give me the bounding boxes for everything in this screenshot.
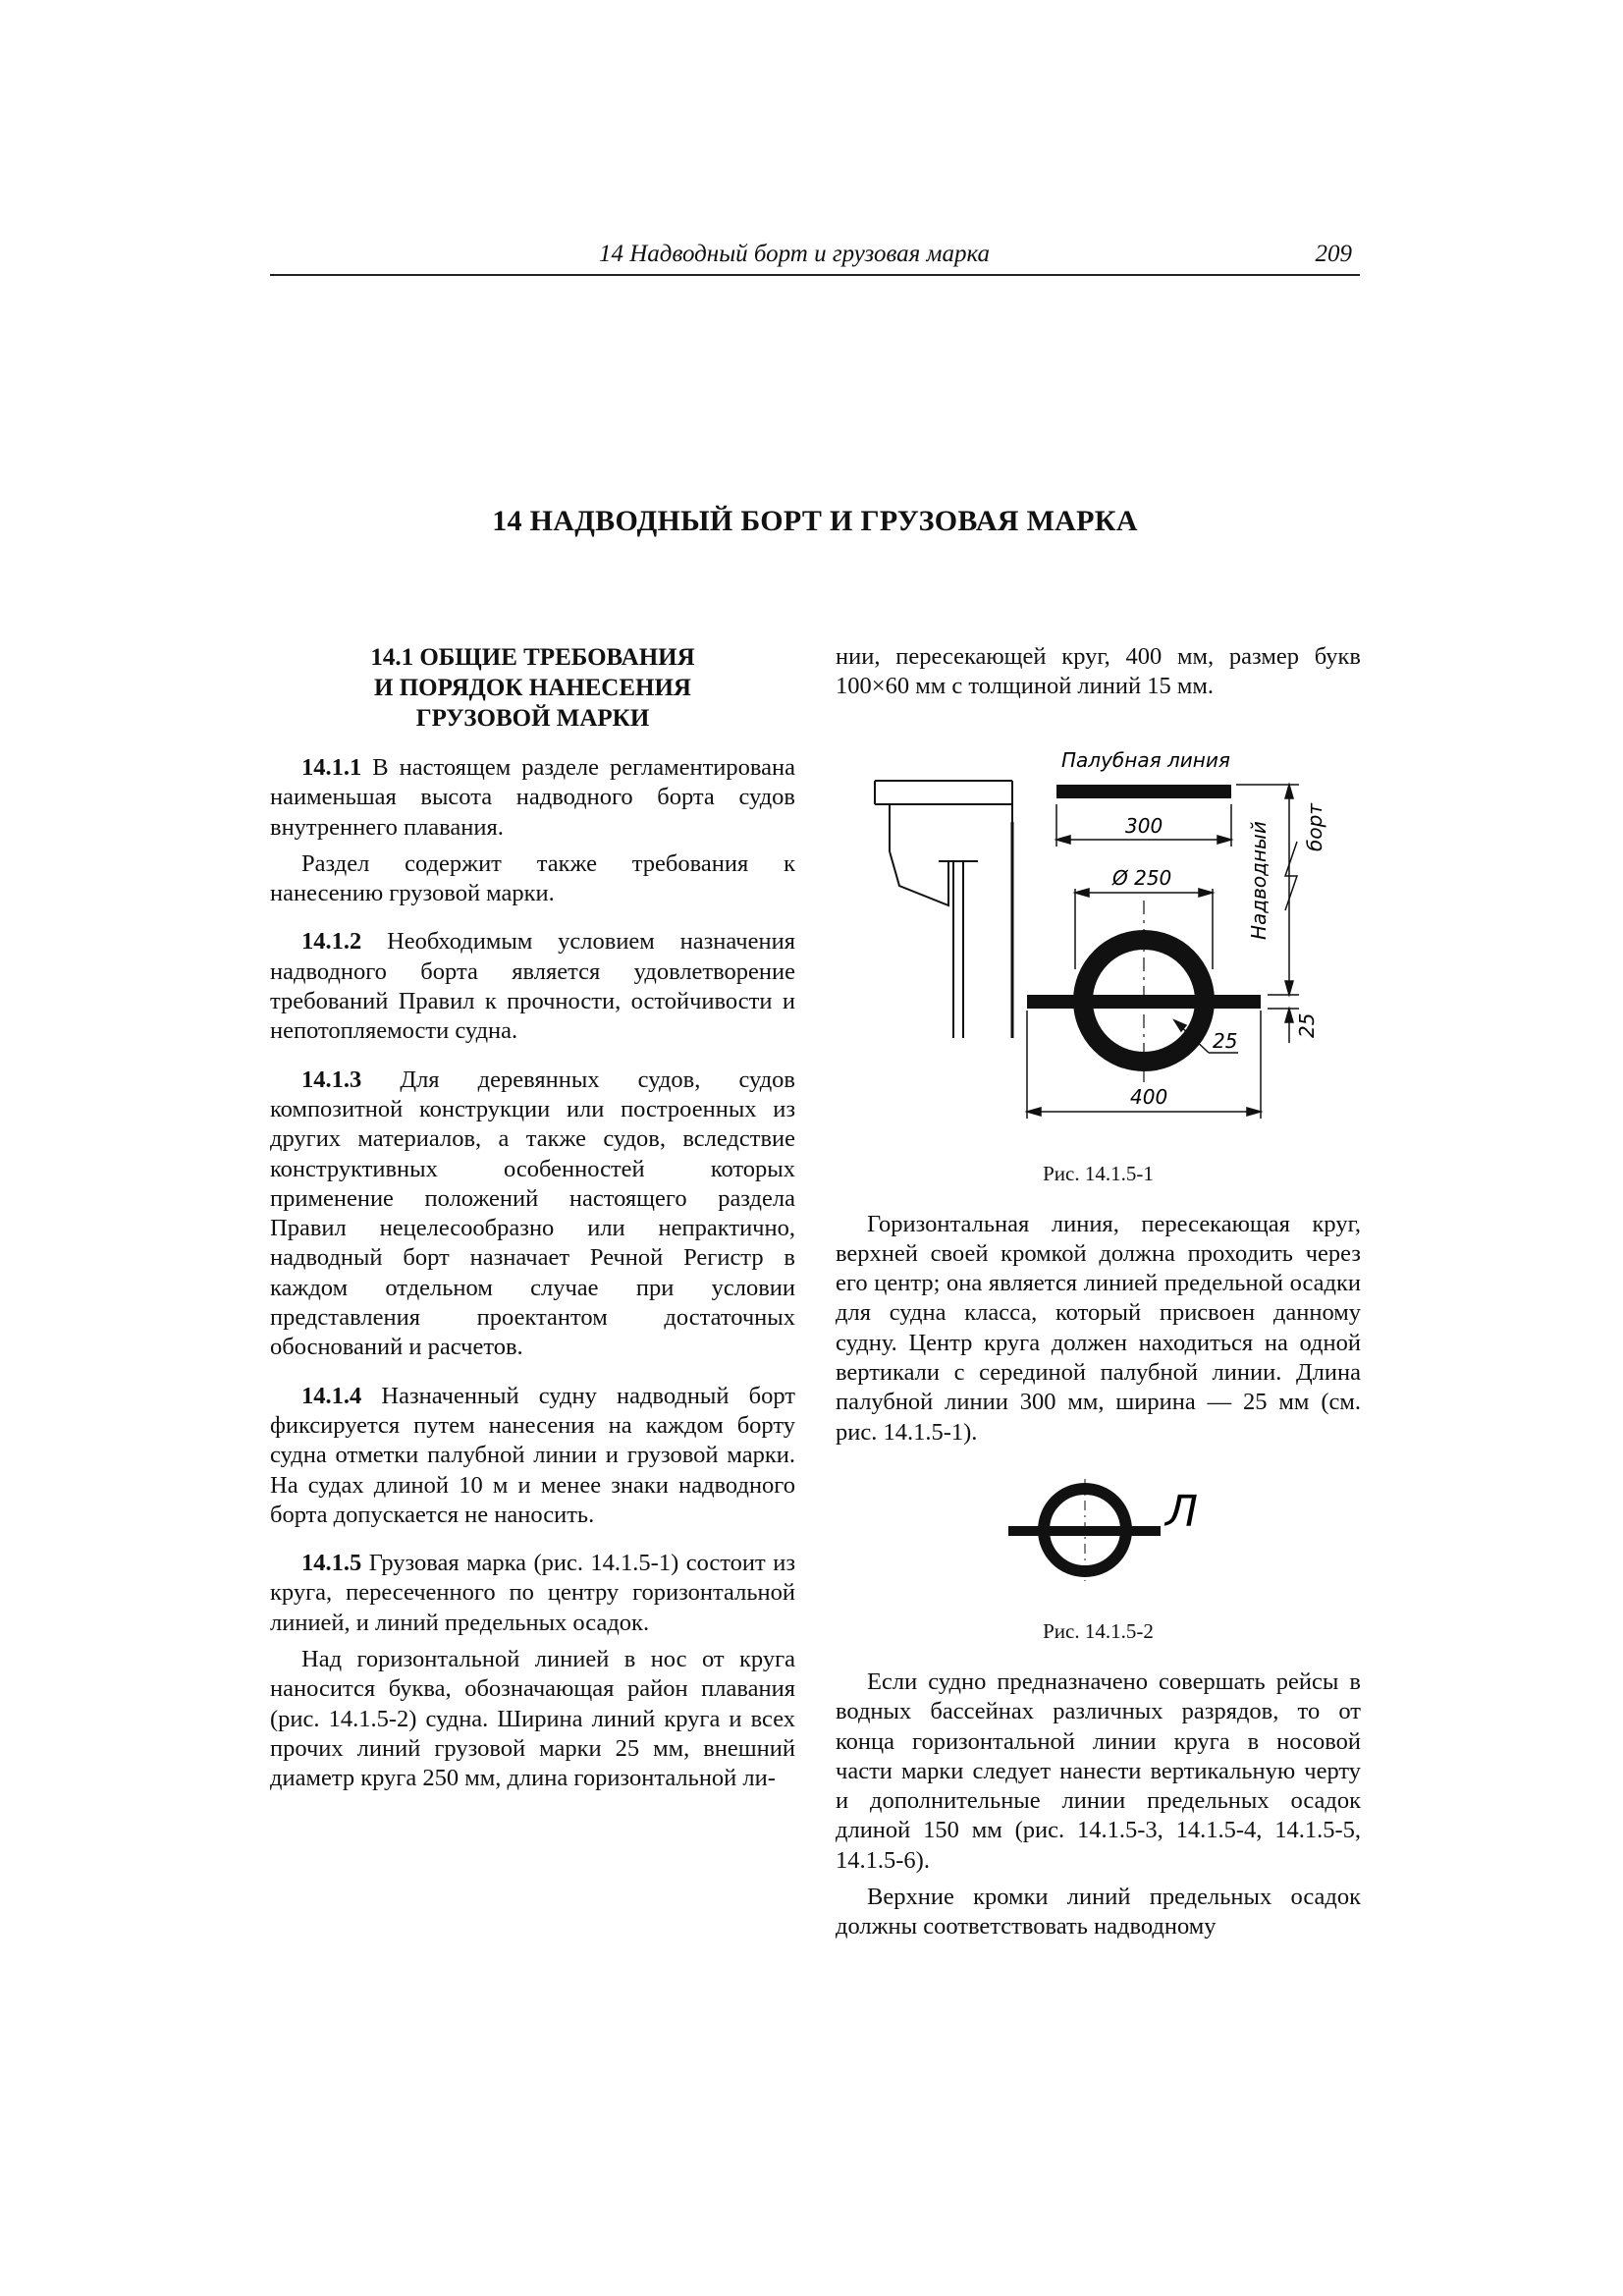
paragraph-14-1-2	[270, 927, 795, 1046]
page-number: 209	[1315, 241, 1352, 267]
clause-number: 14.1.3	[301, 1066, 362, 1093]
freeboard-label-1: Надводный	[1247, 820, 1271, 940]
dimension-400-label: 400	[1130, 1084, 1168, 1109]
load-line-drawing	[836, 714, 1361, 1161]
hull-side-drawing	[875, 781, 1012, 1038]
dimension-25-vertical-label: 25	[1295, 1012, 1319, 1038]
horizontal-draught-line	[1027, 995, 1261, 1009]
chapter-title: 14 НАДВОДНЫЙ БОРТ И ГРУЗОВАЯ МАРКА	[492, 505, 1138, 537]
paragraph-text: Грузовая марка (рис. 14.1.5-1) состоит из круга, пересеченного по центру горизонтальной линией, и линий предельных осадок.	[270, 1550, 795, 1636]
dimension-25-leader-label: 25	[1213, 1028, 1238, 1053]
paragraph-14-1-3	[270, 1066, 795, 1363]
paragraph-14-1-4	[270, 1382, 795, 1530]
running-header	[270, 239, 1360, 276]
clause-number: 14.1.2	[301, 928, 362, 956]
region-letter: Л	[1165, 1486, 1199, 1537]
dimension-diameter-label: Ø 250	[1112, 865, 1172, 890]
deck-line-label: Палубная линия	[1061, 747, 1230, 772]
figure-caption-1: Рис. 14.1.5-1	[1043, 1161, 1154, 1185]
section-title	[270, 642, 795, 734]
paragraph-upper-edges: Верхние кромки линий предельных осадок должны соответствовать надводному	[836, 1884, 1361, 1941]
figure-load-line-mark	[836, 714, 1361, 1161]
clause-number: 14.1.5	[301, 1550, 362, 1577]
paragraph-continuation: нии, пересекающей круг, 400 мм, размер букв 100×60 мм с толщиной линий 15 мм.	[836, 643, 1361, 700]
paragraph-text-block: Раздел содержит также требования к нанесению грузовой марки.	[270, 849, 795, 907]
paragraph-14-1-5	[270, 1549, 795, 1638]
paragraph-text: Для деревянных судов, судов композитной конструкции или построенных из других материалов, а также судов, вследствие конструктивных особенностей которых применение положений настоящего раздела Правил нецелесообразно или непрактично, надводный борт назначает Речной Регистр в каждом отдельном случае при условии представления проектантом достаточных обоснований и расчетов.	[270, 1066, 795, 1361]
figure-caption-2: Рис. 14.1.5-2	[1043, 1618, 1154, 1643]
clause-number: 14.1.1	[301, 754, 362, 781]
region-letter-drawing	[836, 1469, 1361, 1616]
deck-line-mark	[1056, 785, 1231, 798]
paragraph-14-1-1	[270, 753, 795, 843]
freeboard-label-2: борт	[1303, 802, 1326, 851]
paragraph-multiple-regions: Если судно предназначено совершать рейсы в водных бассейнах различных разрядов, то от конца горизонтальной линии круга в носовой части марки следует нанести вертикальную черту и дополнительные линии предельных осадок длиной 150 мм (рис. 14.1.5-3, 14.1.5-4, 14.1.5-5, 14.1.5-6).	[836, 1667, 1361, 1874]
paragraph-text-block: Над горизонтальной линией в нос от круга наносится буква, обозначающая район плавания (рис. 14.1.5-2) судна. Ширина линий круга и всех прочих линий грузовой марки 25 мм, внешний диаметр круга 250 мм, длина горизонтальной ли-	[270, 1646, 795, 1792]
section-title-line-3: ГРУЗОВОЙ МАРКИ	[415, 705, 650, 732]
section-title-line-1: 14.1 ОБЩИЕ ТРЕБОВАНИЯ	[370, 644, 695, 671]
clause-number: 14.1.4	[301, 1382, 362, 1409]
paragraph-text: В настоящем разделе регламентирована наименьшая высота надводного борта судов внутреннего плавания.	[270, 754, 795, 841]
section-title-line-2: И ПОРЯДОК НАНЕСЕНИЯ	[374, 675, 691, 701]
running-title: 14 Надводный борт и грузовая марка	[599, 241, 991, 267]
figure-region-letter-mark	[836, 1469, 1361, 1616]
paragraph-text: Назначенный судну надводный борт фиксируется путем нанесения на каждом борту судна отметки палубной линии и грузовой марки. На судах длиной 10 м и менее знаки надводного борта допускается не наносить.	[270, 1382, 795, 1528]
paragraph-horizontal-line: Горизонтальная линия, пересекающая круг, верхней своей кромкой должна проходить через его центр; она является линией предельной осадки для судна класса, который присвоен данному судну. Центр круга должен находиться на одной вертикали с серединой палубной линии. Длина палубной линии 300 мм, ширина — 25 мм (см. рис. 14.1.5-1).	[836, 1210, 1361, 1446]
right-column	[836, 642, 1361, 1942]
paragraph-text: Необходимым условием назначения надводного борта является удовлетворение требований Правил к прочности, остойчивости и непотопляемости судна.	[270, 928, 795, 1045]
dimension-300-label: 300	[1125, 813, 1163, 838]
left-column	[270, 642, 795, 1794]
